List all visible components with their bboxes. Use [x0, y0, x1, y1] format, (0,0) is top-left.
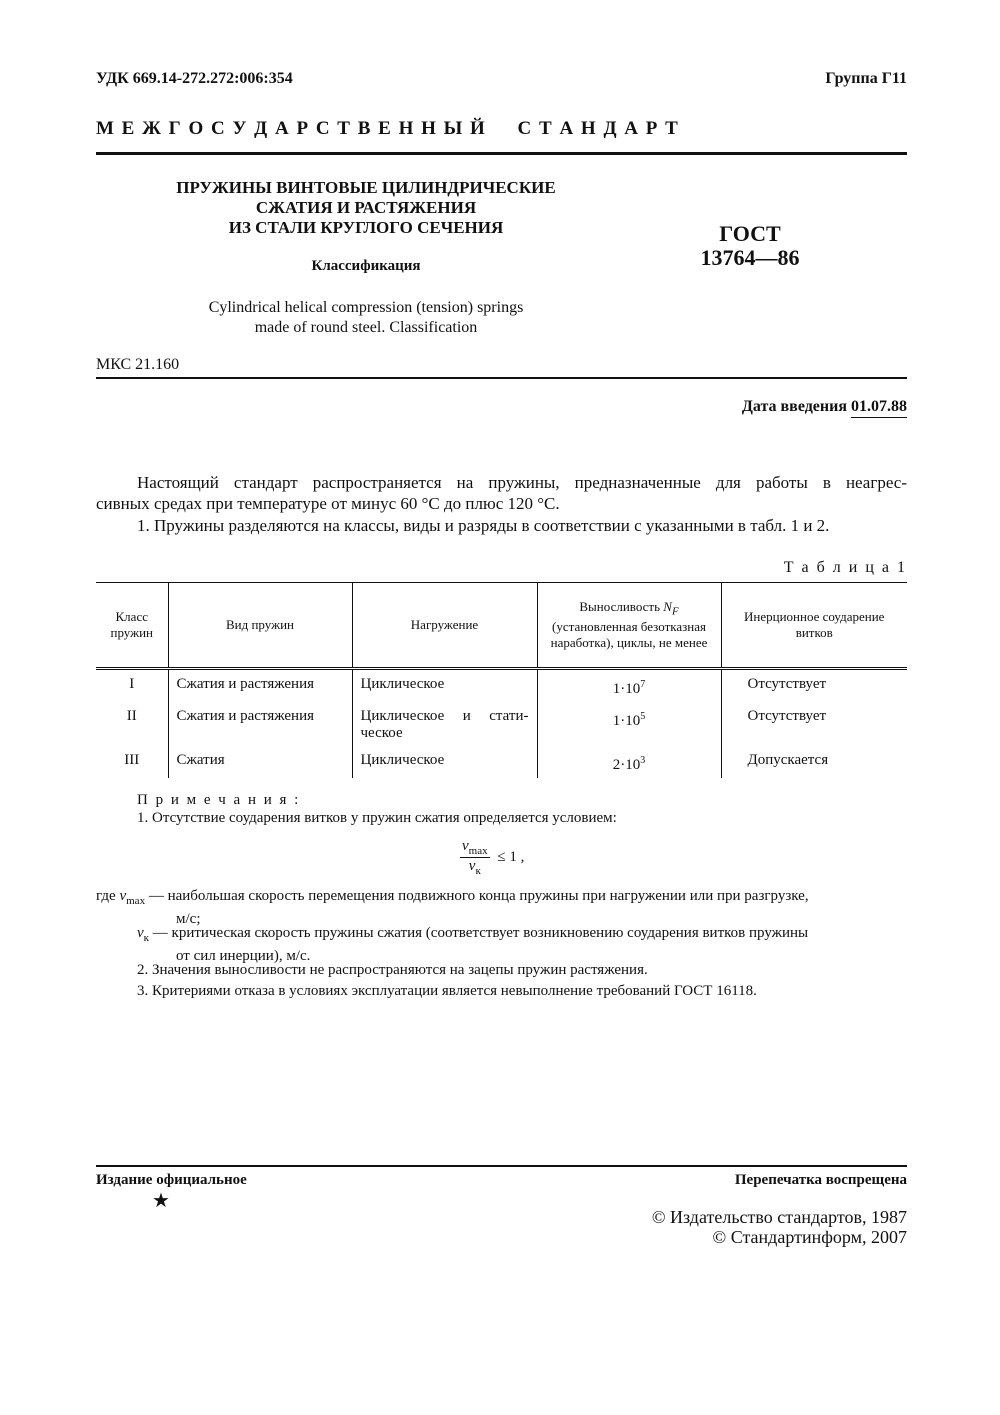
where-vk-symbol: v [137, 925, 144, 941]
cell-nagr: Циклическое [352, 669, 537, 701]
header-vynoslivost-symbol: N [663, 598, 672, 614]
para1-line1: Настоящий стандарт распространяется на пружины, предназначенные для работы в неагрес- [137, 473, 907, 492]
formula-fraction [460, 838, 490, 877]
where-vk-text: — критическая скорость пружины сжатия (соответствует возникновению соударения витков пружины [152, 925, 809, 941]
copyright-block [652, 1207, 907, 1247]
table-row [96, 700, 907, 744]
where-vk-sub: к [143, 932, 150, 944]
title-line-2: СЖАТИЯ И РАСТЯЖЕНИЯ [255, 198, 477, 217]
formula-num-symbol: v [462, 838, 469, 854]
note-1: 1. Отсутствие соударения витков у пружин сжатия определяется условием: [137, 810, 617, 826]
cell-vynoslivost [537, 744, 721, 778]
mks-rule [96, 377, 907, 379]
title-block [96, 178, 636, 238]
intro-date-label: Дата введения [741, 398, 847, 415]
copyright-1: © Издательство стандартов, 1987 [651, 1207, 907, 1227]
standard-type: М Е Ж Г О С У Д А Р С Т В Е Н Н Ы Й С Т А Н Д А Р Т [96, 118, 680, 139]
cell-nagr [352, 700, 537, 744]
english-title-line-1: Cylindrical helical compression (tension) springs [208, 299, 524, 316]
cell-nagr-text: Циклическое и стати-ческое [360, 708, 529, 741]
cell-soudarenie: Отсутствует [721, 669, 907, 701]
table-caption: Т а б л и ц а 1 [783, 559, 907, 576]
cell-klass: I [129, 676, 135, 692]
where-vmax-text: — наибольшая скорость перемещения подвижного конца пружины при нагружении или при разгрузке, [148, 888, 809, 904]
cell-klass: II [126, 708, 137, 724]
where-vmax-sub: max [126, 895, 146, 907]
table-header-row [96, 583, 907, 669]
formula-den-sub: к [475, 865, 481, 877]
group-label: Группа Г11 [825, 70, 907, 87]
reprint-label: Перепечатка воспрещена [734, 1172, 907, 1188]
title-line-3: ИЗ СТАЛИ КРУГЛОГО СЕЧЕНИЯ [228, 218, 504, 237]
formula-relation: ≤ 1 , [497, 849, 525, 865]
cell-klass: III [124, 752, 140, 768]
formula-denominator [460, 858, 490, 877]
formula [460, 838, 524, 877]
copyright-2: © Стандартинформ, 2007 [712, 1227, 907, 1247]
where-vmax [96, 887, 907, 928]
cell-vid: Сжатия и растяжения [168, 700, 352, 744]
formula-den-symbol: v [468, 858, 476, 874]
table-row [96, 669, 907, 701]
cell-vynoslivost-base: 1·10 [612, 681, 641, 697]
where-vmax-cont: м/с; [176, 911, 201, 927]
cell-vynoslivost-exp: 3 [640, 755, 646, 766]
cell-vid: Сжатия и растяжения [168, 669, 352, 701]
para1-line2: сивных средах при температуре от минус 60 °С до плюс 120 °С. [96, 494, 560, 513]
header-vid: Вид пружин [168, 583, 352, 669]
gost-label: ГОСТ [719, 221, 781, 246]
header-vynoslivost-pre: Выносливость [579, 598, 664, 614]
header-vynoslivost-rest: (установленная безотказная наработка), циклы, не менее [550, 619, 708, 651]
gost-number: 13764—86 [700, 245, 800, 270]
star-icon: ★ [152, 1190, 170, 1212]
header-nagruzhenie: Нагружение [352, 583, 537, 669]
formula-numerator [460, 838, 490, 858]
clause-1: 1. Пружины разделяются на классы, виды и разряды в соответствии с указанными в табл. 1 и 2. [137, 516, 830, 535]
footer-rule [96, 1165, 907, 1167]
table-1 [96, 582, 907, 778]
gost-designation [620, 222, 880, 270]
where-vk [137, 924, 907, 965]
table-row [96, 744, 907, 778]
header-vynoslivost-sub: F [671, 605, 679, 618]
cell-vynoslivost [537, 669, 721, 701]
note-2: 2. Значения выносливости не распространяются на зацепы пружин растяжения. [137, 962, 648, 978]
intro-date-value: 01.07.88 [851, 398, 907, 418]
cell-vid: Сжатия [168, 744, 352, 778]
note-3: 3. Критериями отказа в условиях эксплуатации является невыполнение требований ГОСТ 16118. [137, 983, 757, 999]
header-inertsionnoe: Инерционное соударение витков [721, 583, 907, 669]
english-title [96, 298, 636, 338]
title-line-1: ПРУЖИНЫ ВИНТОВЫЕ ЦИЛИНДРИЧЕСКИЕ [176, 178, 556, 197]
cell-vynoslivost-exp: 7 [640, 679, 646, 690]
header-rule [96, 152, 907, 155]
subtitle: Классификация [311, 258, 421, 274]
udk-code: УДК 669.14-272.272:006:354 [96, 70, 293, 87]
cell-vynoslivost-base: 2·10 [612, 757, 641, 773]
cell-soudarenie: Допускается [721, 744, 907, 778]
edition-label: Издание официальное [96, 1172, 247, 1188]
where-vmax-symbol: v [119, 888, 127, 904]
where-prefix: где [96, 888, 116, 904]
cell-soudarenie: Отсутствует [721, 700, 907, 744]
intro-date [742, 398, 907, 416]
notes-heading: П р и м е ч а н и я : [137, 792, 301, 808]
intro-paragraph [96, 472, 907, 514]
cell-vynoslivost [537, 700, 721, 744]
mks-code: МКС 21.160 [96, 356, 180, 373]
header-vynoslivost [537, 583, 721, 669]
english-title-line-2: made of round steel. Classification [254, 319, 478, 336]
cell-vynoslivost-exp: 5 [640, 711, 646, 722]
cell-vynoslivost-base: 1·10 [612, 713, 641, 729]
where-vk-cont: от сил инерции), м/с. [176, 948, 311, 964]
header-klass: Класс пружин [110, 609, 153, 640]
formula-num-sub: max [468, 845, 488, 857]
cell-nagr: Циклическое [352, 744, 537, 778]
